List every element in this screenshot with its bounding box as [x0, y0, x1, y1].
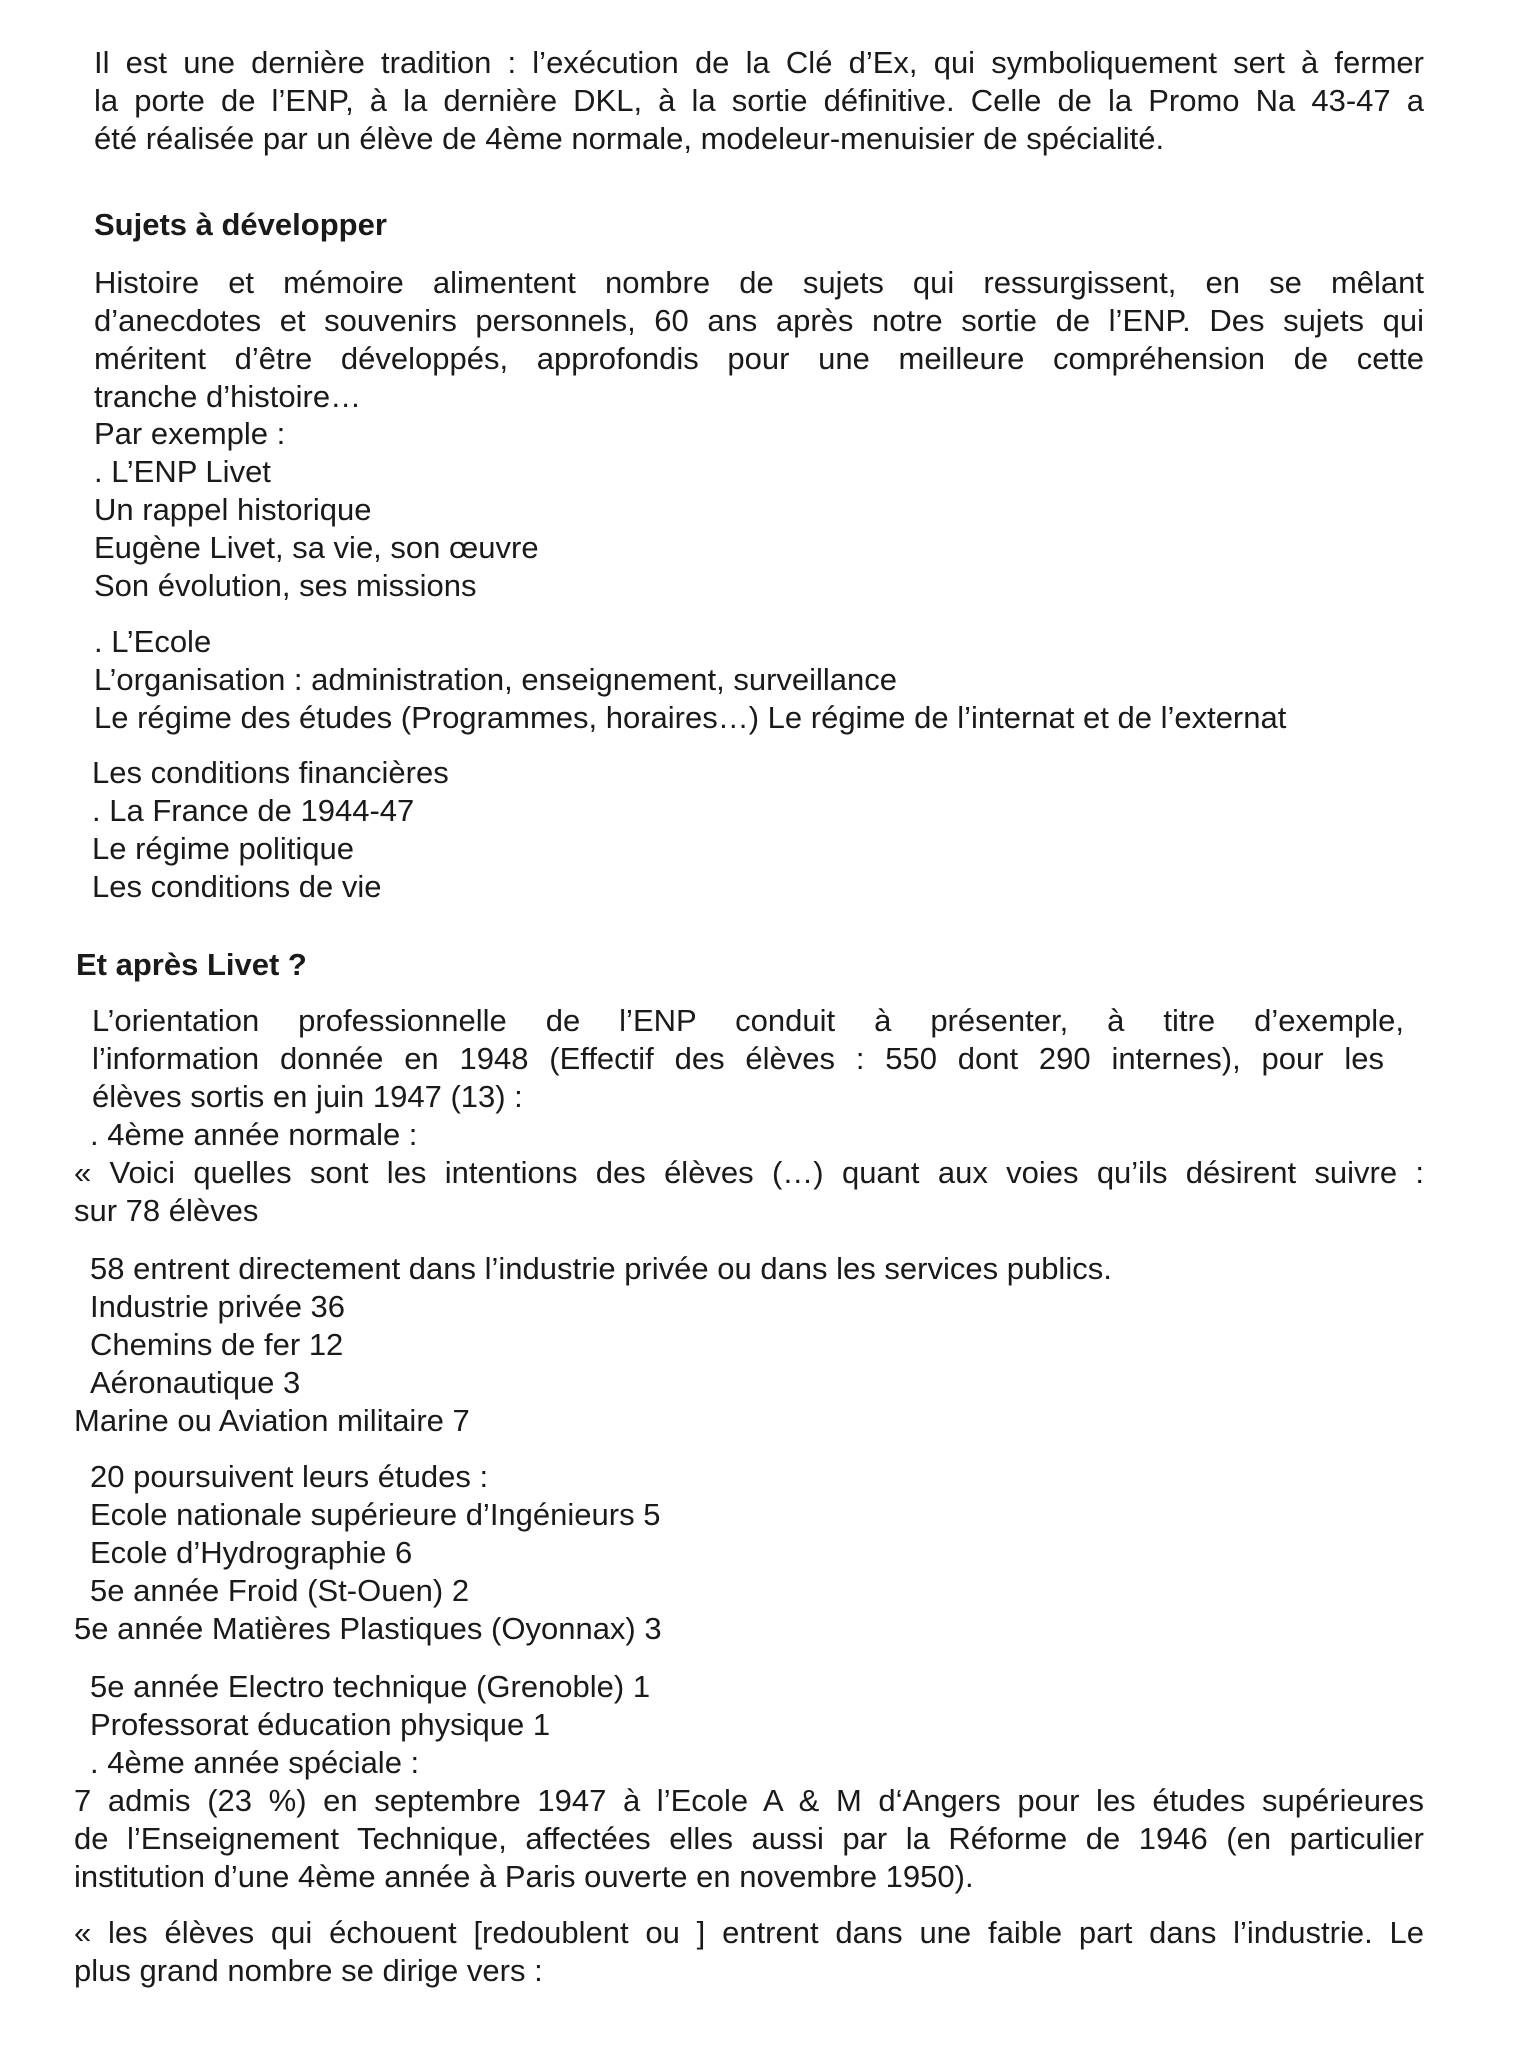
electro-line-1: 5e année Electro technique (Grenoble) 1 — [90, 1669, 651, 1704]
orientation-line-4: . 4ème année normale : — [90, 1117, 418, 1152]
electro-line-6: institution d’une 4ème année à Paris ouverte en novembre 1950). — [74, 1859, 974, 1894]
orientation-line-1: L’orientation professionnelle de l’ENP conduit à présenter, à titre d’exemple, — [92, 1003, 1404, 1038]
orientation-line-3: élèves sortis en juin 1947 (13) : — [92, 1079, 523, 1114]
final-line-2: plus grand nombre se dirige vers : — [74, 1953, 543, 1988]
etudes-line-2: Ecole nationale supérieure d’Ingénieurs 5 — [90, 1497, 661, 1532]
final-line-1: « les élèves qui échouent [redoublent ou ] entrent dans une faible part dans l’industrie. Le — [74, 1915, 1424, 1950]
france-line-4: Les conditions de vie — [92, 869, 382, 904]
ecole-line-2: L’organisation : administration, enseignement, surveillance — [94, 662, 898, 697]
sujets-line-1: Histoire et mémoire alimentent nombre de sujets qui ressurgissent, en se mêlant — [94, 265, 1424, 300]
etudes-line-3: Ecole d’Hydrographie 6 — [90, 1535, 413, 1570]
etudes-line-4: 5e année Froid (St-Ouen) 2 — [90, 1573, 470, 1608]
industrie-line-1: 58 entrent directement dans l’industrie privée ou dans les services publics. — [90, 1251, 1112, 1286]
electro-line-2: Professorat éducation physique 1 — [90, 1707, 551, 1742]
intro-line-1: Il est une dernière tradition : l’exécution de la Clé d’Ex, qui symboliquement sert à fermer — [94, 45, 1424, 80]
orientation-line-2: l’information donnée en 1948 (Effectif des élèves : 550 dont 290 internes), pour les — [92, 1041, 1384, 1076]
exemple-line-2: . L’ENP Livet — [94, 454, 271, 489]
industrie-line-5: Marine ou Aviation militaire 7 — [74, 1403, 470, 1438]
intro-line-3: été réalisée par un élève de 4ème normale, modeleur-menuisier de spécialité. — [94, 121, 1165, 156]
exemple-line-5: Son évolution, ses missions — [94, 568, 477, 603]
exemple-line-3: Un rappel historique — [94, 492, 372, 527]
etudes-line-5: 5e année Matières Plastiques (Oyonnax) 3 — [74, 1611, 662, 1646]
electro-line-5: de l’Enseignement Technique, affectées elles aussi par la Réforme de 1946 (en particulier — [74, 1821, 1424, 1856]
sujets-line-4: tranche d’histoire… — [94, 379, 362, 414]
france-line-1: Les conditions financières — [92, 755, 449, 790]
industrie-line-4: Aéronautique 3 — [90, 1365, 301, 1400]
electro-line-4: 7 admis (23 %) en septembre 1947 à l’Ecole A & M d‘Angers pour les études supérieures — [74, 1783, 1424, 1818]
ecole-line-1: . L’Ecole — [94, 624, 212, 659]
ecole-line-3: Le régime des études (Programmes, horaires…) Le régime de l’internat et de l’externat — [94, 700, 1287, 735]
intro-line-2: la porte de l’ENP, à la dernière DKL, à la sortie définitive. Celle de la Promo Na 43-47 a — [94, 83, 1424, 118]
etudes-line-1: 20 poursuivent leurs études : — [90, 1459, 489, 1494]
heading-apres-livet: Et après Livet ? — [76, 947, 307, 982]
orientation-line-6: sur 78 élèves — [74, 1193, 259, 1228]
exemple-line-4: Eugène Livet, sa vie, son œuvre — [94, 530, 539, 565]
france-line-2: . La France de 1944-47 — [92, 793, 415, 828]
industrie-line-3: Chemins de fer 12 — [90, 1327, 344, 1362]
france-line-3: Le régime politique — [92, 831, 354, 866]
electro-line-3: . 4ème année spéciale : — [90, 1745, 420, 1780]
heading-sujets: Sujets à développer — [94, 207, 387, 242]
industrie-line-2: Industrie privée 36 — [90, 1289, 346, 1324]
orientation-line-5: « Voici quelles sont les intentions des élèves (…) quant aux voies qu’ils désirent suivre : — [74, 1155, 1424, 1190]
exemple-line-1: Par exemple : — [94, 416, 286, 451]
sujets-line-3: méritent d’être développés, approfondis pour une meilleure compréhension de cette — [94, 341, 1424, 376]
sujets-line-2: d’anecdotes et souvenirs personnels, 60 ans après notre sortie de l’ENP. Des sujets qui — [94, 303, 1424, 338]
